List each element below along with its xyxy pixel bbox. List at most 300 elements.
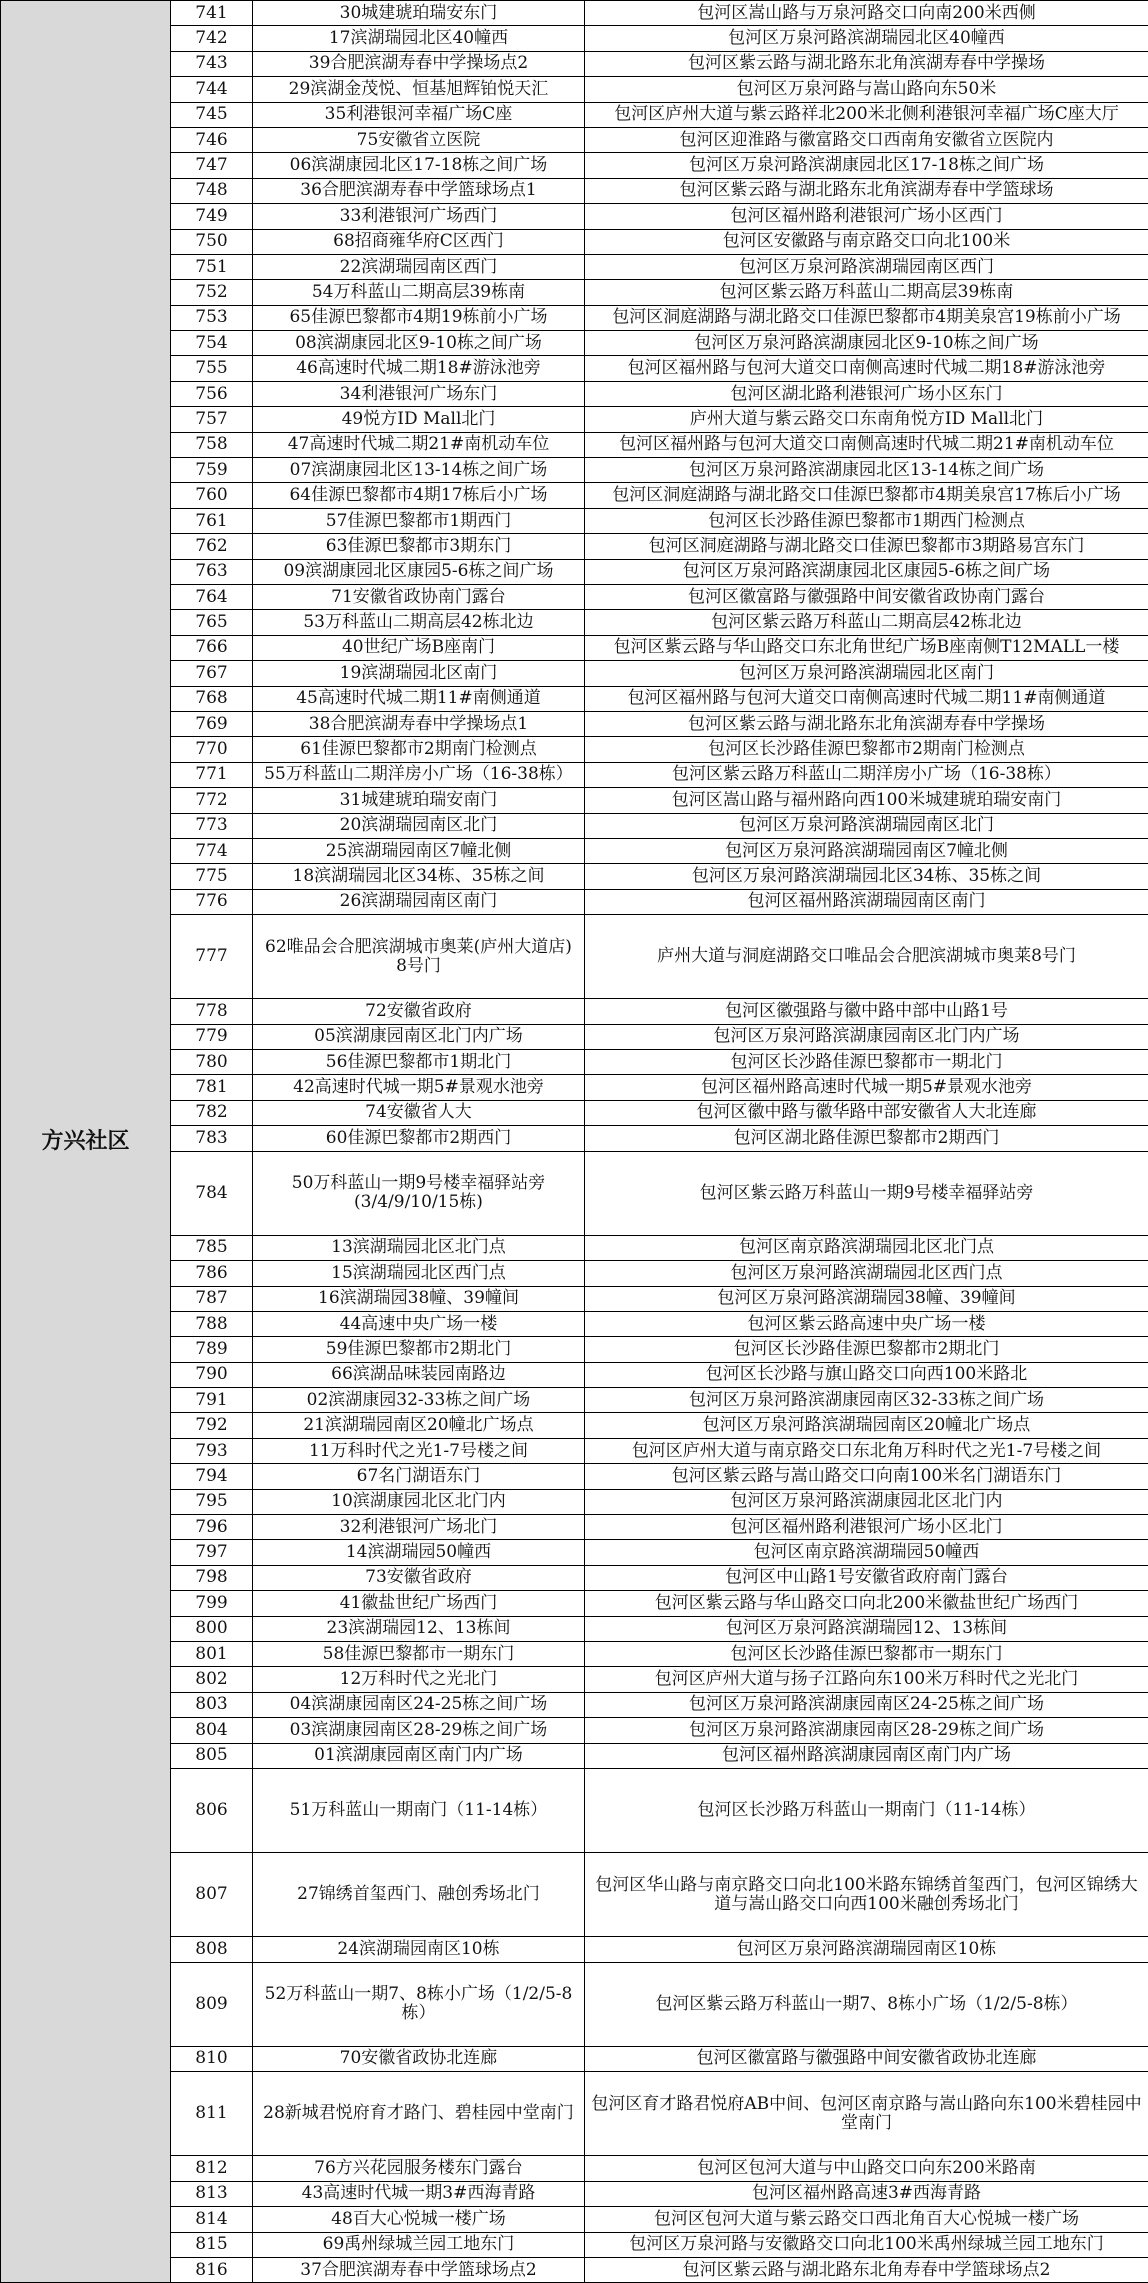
row-number-cell: 798 xyxy=(171,1565,253,1590)
site-address-cell: 包河区徽中路与徽华路中部安徽省人大北连廊 xyxy=(585,1100,1148,1125)
row-number-cell: 751 xyxy=(171,254,253,279)
table-row xyxy=(1,1937,1148,1962)
row-number-cell: 763 xyxy=(171,559,253,584)
site-name-cell: 74安徽省人大 xyxy=(253,1100,585,1125)
row-number-cell: 781 xyxy=(171,1075,253,1100)
row-number-cell: 761 xyxy=(171,508,253,533)
row-number-cell: 771 xyxy=(171,762,253,787)
row-number-cell: 775 xyxy=(171,864,253,889)
site-address-cell: 包河区万泉河路滨湖瑞园南区7幢北侧 xyxy=(585,838,1148,863)
row-number-cell: 786 xyxy=(171,1261,253,1286)
site-name-cell: 09滨湖康园北区康园5-6栋之间广场 xyxy=(253,559,585,584)
site-name-cell: 67名门湖语东门 xyxy=(253,1464,585,1489)
table-row xyxy=(1,102,1148,127)
table-row xyxy=(1,2046,1148,2071)
row-number-cell: 747 xyxy=(171,153,253,178)
site-name-cell: 39合肥滨湖寿春中学操场点2 xyxy=(253,51,585,76)
table-row xyxy=(1,305,1148,330)
row-number-cell: 793 xyxy=(171,1438,253,1463)
site-address-cell: 包河区万泉河路滨湖瑞园南区北门 xyxy=(585,813,1148,838)
site-name-cell: 60佳源巴黎都市2期西门 xyxy=(253,1126,585,1151)
site-address-cell: 包河区长沙路佳源巴黎都市1期西门检测点 xyxy=(585,508,1148,533)
row-number-cell: 807 xyxy=(171,1853,253,1937)
site-address-cell: 包河区万泉河路滨湖康园北区康园5-6栋之间广场 xyxy=(585,559,1148,584)
table-row xyxy=(1,889,1148,914)
table-row xyxy=(1,1311,1148,1336)
table-row xyxy=(1,999,1148,1024)
site-name-cell: 21滨湖瑞园南区20幢北广场点 xyxy=(253,1413,585,1438)
table-row xyxy=(1,432,1148,457)
site-address-cell: 包河区福州路高速时代城一期5#景观水池旁 xyxy=(585,1075,1148,1100)
site-name-cell: 11万科时代之光1-7号楼之间 xyxy=(253,1438,585,1463)
row-number-cell: 788 xyxy=(171,1311,253,1336)
site-address-cell: 包河区育才路君悦府AB中间、包河区南京路与嵩山路向东100米碧桂园中堂南门 xyxy=(585,2072,1148,2156)
site-address-cell: 包河区包河大道与紫云路交口西北角百大心悦城一楼广场 xyxy=(585,2207,1148,2232)
row-number-cell: 794 xyxy=(171,1464,253,1489)
site-name-cell: 66滨湖品味装园南路边 xyxy=(253,1362,585,1387)
site-address-cell: 包河区紫云路万科蓝山二期高层42栋北边 xyxy=(585,610,1148,635)
row-number-cell: 779 xyxy=(171,1024,253,1049)
site-name-cell: 24滨湖瑞园南区10栋 xyxy=(253,1937,585,1962)
site-name-cell: 41徽盐世纪广场西门 xyxy=(253,1591,585,1616)
table-body xyxy=(1,1,1148,2283)
row-number-cell: 766 xyxy=(171,635,253,660)
table-row xyxy=(1,1024,1148,1049)
site-address-cell: 包河区洞庭湖路与湖北路交口佳源巴黎都市4期美泉宫17栋后小广场 xyxy=(585,483,1148,508)
community-name-cell: 方兴社区 xyxy=(1,1,171,2283)
row-number-cell: 792 xyxy=(171,1413,253,1438)
site-address-cell: 包河区紫云路高速中央广场一楼 xyxy=(585,1311,1148,1336)
site-address-cell: 包河区紫云路万科蓝山一期7、8栋小广场（1/2/5-8栋） xyxy=(585,1962,1148,2046)
site-address-cell: 包河区福州路与包河大道交口南侧高速时代城二期11#南侧通道 xyxy=(585,686,1148,711)
site-address-cell: 包河区长沙路佳源巴黎都市2期北门 xyxy=(585,1337,1148,1362)
site-address-cell: 包河区紫云路与嵩山路交口向南100米名门湖语东门 xyxy=(585,1464,1148,1489)
site-name-cell: 16滨湖瑞园38幢、39幢间 xyxy=(253,1286,585,1311)
site-name-cell: 56佳源巴黎都市1期北门 xyxy=(253,1050,585,1075)
table-row xyxy=(1,686,1148,711)
table-row xyxy=(1,1413,1148,1438)
row-number-cell: 772 xyxy=(171,788,253,813)
site-name-cell: 65佳源巴黎都市4期19栋前小广场 xyxy=(253,305,585,330)
site-name-cell: 23滨湖瑞园12、13栋间 xyxy=(253,1616,585,1641)
site-address-cell: 包河区万泉河路滨湖瑞园南区10栋 xyxy=(585,1937,1148,1962)
row-number-cell: 805 xyxy=(171,1743,253,1768)
table-row xyxy=(1,1489,1148,1514)
row-number-cell: 810 xyxy=(171,2046,253,2071)
site-name-cell: 59佳源巴黎都市2期北门 xyxy=(253,1337,585,1362)
site-name-cell: 06滨湖康园北区17-18栋之间广场 xyxy=(253,153,585,178)
row-number-cell: 801 xyxy=(171,1641,253,1666)
site-address-cell: 包河区长沙路与旗山路交口向西100米路北 xyxy=(585,1362,1148,1387)
site-name-cell: 51万科蓝山一期南门（11-14栋） xyxy=(253,1768,585,1852)
row-number-cell: 784 xyxy=(171,1151,253,1235)
row-number-cell: 756 xyxy=(171,381,253,406)
row-number-cell: 765 xyxy=(171,610,253,635)
site-address-cell: 包河区万泉河路与嵩山路向东50米 xyxy=(585,77,1148,102)
table-row xyxy=(1,813,1148,838)
site-name-cell: 69禹州绿城兰园工地东门 xyxy=(253,2232,585,2257)
site-name-cell: 50万科蓝山一期9号楼幸福驿站旁(3/4/9/10/15栋) xyxy=(253,1151,585,1235)
row-number-cell: 744 xyxy=(171,77,253,102)
row-number-cell: 767 xyxy=(171,661,253,686)
site-address-cell: 包河区长沙路佳源巴黎都市一期北门 xyxy=(585,1050,1148,1075)
row-number-cell: 800 xyxy=(171,1616,253,1641)
site-name-cell: 46高速时代城二期18#游泳池旁 xyxy=(253,356,585,381)
site-address-cell: 包河区湖北路佳源巴黎都市2期西门 xyxy=(585,1126,1148,1151)
table-row xyxy=(1,534,1148,559)
site-name-cell: 08滨湖康园北区9-10栋之间广场 xyxy=(253,331,585,356)
site-name-cell: 07滨湖康园北区13-14栋之间广场 xyxy=(253,458,585,483)
row-number-cell: 742 xyxy=(171,26,253,51)
row-number-cell: 783 xyxy=(171,1126,253,1151)
site-name-cell: 26滨湖瑞园南区南门 xyxy=(253,889,585,914)
site-address-cell: 包河区万泉河路滨湖康园北区13-14栋之间广场 xyxy=(585,458,1148,483)
row-number-cell: 778 xyxy=(171,999,253,1024)
table-row xyxy=(1,1337,1148,1362)
site-address-cell: 包河区紫云路与华山路交口东北角世纪广场B座南侧T12MALL一楼 xyxy=(585,635,1148,660)
table-row xyxy=(1,127,1148,152)
row-number-cell: 796 xyxy=(171,1515,253,1540)
site-name-cell: 34利港银河广场东门 xyxy=(253,381,585,406)
table-row xyxy=(1,788,1148,813)
row-number-cell: 816 xyxy=(171,2257,253,2282)
table-row xyxy=(1,838,1148,863)
site-address-cell: 庐州大道与洞庭湖路交口唯品会合肥滨湖城市奥莱8号门 xyxy=(585,915,1148,999)
table-row xyxy=(1,407,1148,432)
site-name-cell: 68招商雍华府C区西门 xyxy=(253,229,585,254)
site-name-cell: 02滨湖康园32-33栋之间广场 xyxy=(253,1388,585,1413)
row-number-cell: 812 xyxy=(171,2156,253,2181)
table-row xyxy=(1,711,1148,736)
table-row xyxy=(1,1235,1148,1260)
table-row xyxy=(1,864,1148,889)
row-number-cell: 777 xyxy=(171,915,253,999)
site-name-cell: 04滨湖康园南区24-25栋之间广场 xyxy=(253,1692,585,1717)
site-address-cell: 包河区万泉河路滨湖康园南区28-29栋之间广场 xyxy=(585,1718,1148,1743)
site-name-cell: 35利港银河幸福广场C座 xyxy=(253,102,585,127)
site-address-cell: 包河区万泉河路滨湖瑞园北区西门点 xyxy=(585,1261,1148,1286)
row-number-cell: 791 xyxy=(171,1388,253,1413)
table-row xyxy=(1,280,1148,305)
site-address-cell: 包河区福州路利港银河广场小区西门 xyxy=(585,204,1148,229)
row-number-cell: 741 xyxy=(171,1,253,26)
table-row xyxy=(1,1050,1148,1075)
table-row xyxy=(1,1591,1148,1616)
row-number-cell: 774 xyxy=(171,838,253,863)
site-address-cell: 包河区福州路与包河大道交口南侧高速时代城二期21#南机动车位 xyxy=(585,432,1148,457)
site-address-cell: 包河区庐州大道与扬子江路向东100米万科时代之光北门 xyxy=(585,1667,1148,1692)
site-address-cell: 包河区万泉河路滨湖瑞园12、13栋间 xyxy=(585,1616,1148,1641)
table-row xyxy=(1,737,1148,762)
table-row xyxy=(1,1464,1148,1489)
row-number-cell: 782 xyxy=(171,1100,253,1125)
table-row xyxy=(1,1,1148,26)
row-number-cell: 795 xyxy=(171,1489,253,1514)
table-row xyxy=(1,1667,1148,1692)
site-name-cell: 43高速时代城一期3#西海青路 xyxy=(253,2181,585,2206)
site-name-cell: 63佳源巴黎都市3期东门 xyxy=(253,534,585,559)
site-name-cell: 44高速中央广场一楼 xyxy=(253,1311,585,1336)
site-address-cell: 包河区福州路与包河大道交口南侧高速时代城二期18#游泳池旁 xyxy=(585,356,1148,381)
site-name-cell: 27锦绣首玺西门、融创秀场北门 xyxy=(253,1853,585,1937)
table-row xyxy=(1,1515,1148,1540)
table-row xyxy=(1,51,1148,76)
table-row xyxy=(1,331,1148,356)
site-address-cell: 包河区万泉河路滨湖康园南区24-25栋之间广场 xyxy=(585,1692,1148,1717)
row-number-cell: 759 xyxy=(171,458,253,483)
table-row xyxy=(1,2207,1148,2232)
site-name-cell: 71安徽省政协南门露台 xyxy=(253,584,585,609)
table-row xyxy=(1,483,1148,508)
table-row xyxy=(1,559,1148,584)
site-name-cell: 53万科蓝山二期高层42栋北边 xyxy=(253,610,585,635)
site-name-cell: 28新城君悦府育才路门、碧桂园中堂南门 xyxy=(253,2072,585,2156)
site-name-cell: 25滨湖瑞园南区7幢北侧 xyxy=(253,838,585,863)
site-address-cell: 包河区包河大道与中山路交口向东200米路南 xyxy=(585,2156,1148,2181)
table-row xyxy=(1,178,1148,203)
site-name-cell: 13滨湖瑞园北区北门点 xyxy=(253,1235,585,1260)
site-address-cell: 包河区万泉河路滨湖康园北区17-18栋之间广场 xyxy=(585,153,1148,178)
site-address-cell: 包河区迎淮路与徽富路交口西南角安徽省立医院内 xyxy=(585,127,1148,152)
table-row xyxy=(1,1100,1148,1125)
site-name-cell: 01滨湖康园南区南门内广场 xyxy=(253,1743,585,1768)
table-row xyxy=(1,661,1148,686)
site-name-cell: 73安徽省政府 xyxy=(253,1565,585,1590)
site-address-cell: 包河区福州路滨湖康园南区南门内广场 xyxy=(585,1743,1148,1768)
site-name-cell: 15滨湖瑞园北区西门点 xyxy=(253,1261,585,1286)
row-number-cell: 811 xyxy=(171,2072,253,2156)
table-row xyxy=(1,1718,1148,1743)
row-number-cell: 769 xyxy=(171,711,253,736)
table-row xyxy=(1,1438,1148,1463)
site-name-cell: 75安徽省立医院 xyxy=(253,127,585,152)
site-address-cell: 包河区徽富路与徽强路中间安徽省政协南门露台 xyxy=(585,584,1148,609)
site-address-cell: 包河区万泉河路滨湖瑞园北区40幢西 xyxy=(585,26,1148,51)
row-number-cell: 748 xyxy=(171,178,253,203)
site-name-cell: 48百大心悦城一楼广场 xyxy=(253,2207,585,2232)
table-row xyxy=(1,254,1148,279)
site-name-cell: 54万科蓝山二期高层39栋南 xyxy=(253,280,585,305)
site-name-cell: 38合肥滨湖寿春中学操场点1 xyxy=(253,711,585,736)
table-row xyxy=(1,762,1148,787)
table-row xyxy=(1,1962,1148,2046)
table-row xyxy=(1,2257,1148,2282)
site-name-cell: 42高速时代城一期5#景观水池旁 xyxy=(253,1075,585,1100)
site-name-cell: 19滨湖瑞园北区南门 xyxy=(253,661,585,686)
site-address-cell: 包河区庐州大道与南京路交口东北角万科时代之光1-7号楼之间 xyxy=(585,1438,1148,1463)
row-number-cell: 815 xyxy=(171,2232,253,2257)
site-address-cell: 包河区福州路高速3#西海青路 xyxy=(585,2181,1148,2206)
site-address-cell: 包河区紫云路万科蓝山一期9号楼幸福驿站旁 xyxy=(585,1151,1148,1235)
table-row xyxy=(1,1286,1148,1311)
table-row xyxy=(1,508,1148,533)
site-address-cell: 包河区安徽路与南京路交口向北100米 xyxy=(585,229,1148,254)
row-number-cell: 745 xyxy=(171,102,253,127)
row-number-cell: 809 xyxy=(171,1962,253,2046)
row-number-cell: 803 xyxy=(171,1692,253,1717)
table-row xyxy=(1,356,1148,381)
row-number-cell: 787 xyxy=(171,1286,253,1311)
site-address-cell: 包河区徽富路与徽强路中间安徽省政协北连廊 xyxy=(585,2046,1148,2071)
site-name-cell: 40世纪广场B座南门 xyxy=(253,635,585,660)
row-number-cell: 749 xyxy=(171,204,253,229)
row-number-cell: 802 xyxy=(171,1667,253,1692)
site-name-cell: 58佳源巴黎都市一期东门 xyxy=(253,1641,585,1666)
row-number-cell: 757 xyxy=(171,407,253,432)
table-row xyxy=(1,77,1148,102)
site-name-cell: 36合肥滨湖寿春中学篮球场点1 xyxy=(253,178,585,203)
site-name-cell: 29滨湖金茂悦、恒基旭辉铂悦天汇 xyxy=(253,77,585,102)
row-number-cell: 776 xyxy=(171,889,253,914)
row-number-cell: 768 xyxy=(171,686,253,711)
site-address-cell: 包河区万泉河路滨湖瑞园南区20幢北广场点 xyxy=(585,1413,1148,1438)
table-row xyxy=(1,1768,1148,1852)
site-address-cell: 包河区嵩山路与万泉河路交口向南200米西侧 xyxy=(585,1,1148,26)
row-number-cell: 764 xyxy=(171,584,253,609)
table-row xyxy=(1,1743,1148,1768)
site-name-cell: 03滨湖康园南区28-29栋之间广场 xyxy=(253,1718,585,1743)
table-row xyxy=(1,2072,1148,2156)
site-name-cell: 55万科蓝山二期洋房小广场（16-38栋） xyxy=(253,762,585,787)
site-address-cell: 包河区长沙路佳源巴黎都市一期东门 xyxy=(585,1641,1148,1666)
site-name-cell: 52万科蓝山一期7、8栋小广场（1/2/5-8栋） xyxy=(253,1962,585,2046)
site-address-cell: 包河区紫云路万科蓝山二期高层39栋南 xyxy=(585,280,1148,305)
site-name-cell: 76方兴花园服务楼东门露台 xyxy=(253,2156,585,2181)
site-name-cell: 20滨湖瑞园南区北门 xyxy=(253,813,585,838)
site-address-cell: 庐州大道与紫云路交口东南角悦方ID Mall北门 xyxy=(585,407,1148,432)
site-address-cell: 包河区徽强路与徽中路中部中山路1号 xyxy=(585,999,1148,1024)
site-address-cell: 包河区南京路滨湖瑞园50幢西 xyxy=(585,1540,1148,1565)
table-row xyxy=(1,1388,1148,1413)
site-name-cell: 62唯品会合肥滨湖城市奥莱(庐州大道店) 8号门 xyxy=(253,915,585,999)
site-address-cell: 包河区南京路滨湖瑞园北区北门点 xyxy=(585,1235,1148,1260)
site-address-cell: 包河区湖北路利港银河广场小区东门 xyxy=(585,381,1148,406)
row-number-cell: 814 xyxy=(171,2207,253,2232)
table-row xyxy=(1,584,1148,609)
site-address-cell: 包河区万泉河路滨湖瑞园38幢、39幢间 xyxy=(585,1286,1148,1311)
site-address-cell: 包河区紫云路与湖北路东北角滨湖寿春中学操场 xyxy=(585,51,1148,76)
site-address-cell: 包河区长沙路万科蓝山一期南门（11-14栋） xyxy=(585,1768,1148,1852)
table-row xyxy=(1,1540,1148,1565)
table-row xyxy=(1,1565,1148,1590)
row-number-cell: 790 xyxy=(171,1362,253,1387)
table-row xyxy=(1,1616,1148,1641)
table-row xyxy=(1,1075,1148,1100)
row-number-cell: 773 xyxy=(171,813,253,838)
site-name-cell: 45高速时代城二期11#南侧通道 xyxy=(253,686,585,711)
table-row xyxy=(1,458,1148,483)
table-row xyxy=(1,1151,1148,1235)
table-row xyxy=(1,1126,1148,1151)
row-number-cell: 746 xyxy=(171,127,253,152)
site-address-cell: 包河区紫云路与华山路交口向北200米徽盐世纪广场西门 xyxy=(585,1591,1148,1616)
site-name-cell: 33利港银河广场西门 xyxy=(253,204,585,229)
site-address-cell: 包河区万泉河路滨湖瑞园南区西门 xyxy=(585,254,1148,279)
site-name-cell: 72安徽省政府 xyxy=(253,999,585,1024)
row-number-cell: 806 xyxy=(171,1768,253,1852)
table-row xyxy=(1,1362,1148,1387)
row-number-cell: 770 xyxy=(171,737,253,762)
table-row xyxy=(1,1853,1148,1937)
row-number-cell: 754 xyxy=(171,331,253,356)
row-number-cell: 760 xyxy=(171,483,253,508)
table-row xyxy=(1,229,1148,254)
site-name-cell: 18滨湖瑞园北区34栋、35栋之间 xyxy=(253,864,585,889)
row-number-cell: 799 xyxy=(171,1591,253,1616)
site-name-cell: 32利港银河广场北门 xyxy=(253,1515,585,1540)
site-name-cell: 31城建琥珀瑞安南门 xyxy=(253,788,585,813)
site-name-cell: 37合肥滨湖寿春中学篮球场点2 xyxy=(253,2257,585,2282)
site-address-cell: 包河区洞庭湖路与湖北路交口佳源巴黎都市4期美泉宫19栋前小广场 xyxy=(585,305,1148,330)
row-number-cell: 743 xyxy=(171,51,253,76)
site-address-cell: 包河区万泉河路滨湖瑞园北区南门 xyxy=(585,661,1148,686)
table-row xyxy=(1,1261,1148,1286)
table-row xyxy=(1,915,1148,999)
site-address-cell: 包河区中山路1号安徽省政府南门露台 xyxy=(585,1565,1148,1590)
row-number-cell: 750 xyxy=(171,229,253,254)
table-row xyxy=(1,204,1148,229)
site-address-cell: 包河区华山路与南京路交口向北100米路东锦绣首玺西门，包河区锦绣大道与嵩山路交口向西100米融创秀场北门 xyxy=(585,1853,1148,1937)
site-address-cell: 包河区嵩山路与福州路向西100米城建琥珀瑞安南门 xyxy=(585,788,1148,813)
table-row xyxy=(1,381,1148,406)
site-address-cell: 包河区紫云路万科蓝山二期洋房小广场（16-38栋） xyxy=(585,762,1148,787)
site-address-cell: 包河区万泉河路滨湖康园南区32-33栋之间广场 xyxy=(585,1388,1148,1413)
site-name-cell: 61佳源巴黎都市2期南门检测点 xyxy=(253,737,585,762)
table-row xyxy=(1,26,1148,51)
site-address-cell: 包河区长沙路佳源巴黎都市2期南门检测点 xyxy=(585,737,1148,762)
site-name-cell: 47高速时代城二期21#南机动车位 xyxy=(253,432,585,457)
site-address-cell: 包河区万泉河路滨湖康园南区北门内广场 xyxy=(585,1024,1148,1049)
row-number-cell: 804 xyxy=(171,1718,253,1743)
site-name-cell: 70安徽省政协北连廊 xyxy=(253,2046,585,2071)
row-number-cell: 755 xyxy=(171,356,253,381)
row-number-cell: 813 xyxy=(171,2181,253,2206)
site-name-cell: 30城建琥珀瑞安东门 xyxy=(253,1,585,26)
site-name-cell: 49悦方ID Mall北门 xyxy=(253,407,585,432)
table-row xyxy=(1,2232,1148,2257)
table-row xyxy=(1,635,1148,660)
site-address-cell: 包河区紫云路与湖北路东北角滨湖寿春中学操场 xyxy=(585,711,1148,736)
table-row xyxy=(1,153,1148,178)
row-number-cell: 752 xyxy=(171,280,253,305)
row-number-cell: 785 xyxy=(171,1235,253,1260)
site-address-cell: 包河区紫云路与湖北路东北角寿春中学篮球场点2 xyxy=(585,2257,1148,2282)
row-number-cell: 797 xyxy=(171,1540,253,1565)
site-address-cell: 包河区福州路滨湖瑞园南区南门 xyxy=(585,889,1148,914)
row-number-cell: 758 xyxy=(171,432,253,457)
site-name-cell: 10滨湖康园北区北门内 xyxy=(253,1489,585,1514)
site-name-cell: 05滨湖康园南区北门内广场 xyxy=(253,1024,585,1049)
site-address-cell: 包河区福州路利港银河广场小区北门 xyxy=(585,1515,1148,1540)
table-row xyxy=(1,1692,1148,1717)
table-row xyxy=(1,2156,1148,2181)
table-row xyxy=(1,2181,1148,2206)
site-name-cell: 22滨湖瑞园南区西门 xyxy=(253,254,585,279)
site-name-cell: 17滨湖瑞园北区40幢西 xyxy=(253,26,585,51)
row-number-cell: 789 xyxy=(171,1337,253,1362)
row-number-cell: 780 xyxy=(171,1050,253,1075)
row-number-cell: 762 xyxy=(171,534,253,559)
table-row xyxy=(1,610,1148,635)
site-address-cell: 包河区紫云路与湖北路东北角滨湖寿春中学篮球场 xyxy=(585,178,1148,203)
row-number-cell: 808 xyxy=(171,1937,253,1962)
site-address-cell: 包河区洞庭湖路与湖北路交口佳源巴黎都市3期路易宫东门 xyxy=(585,534,1148,559)
row-number-cell: 753 xyxy=(171,305,253,330)
table-row xyxy=(1,1641,1148,1666)
site-name-cell: 64佳源巴黎都市4期17栋后小广场 xyxy=(253,483,585,508)
site-address-cell: 包河区庐州大道与紫云路祥北200米北侧利港银河幸福广场C座大厅 xyxy=(585,102,1148,127)
site-name-cell: 57佳源巴黎都市1期西门 xyxy=(253,508,585,533)
